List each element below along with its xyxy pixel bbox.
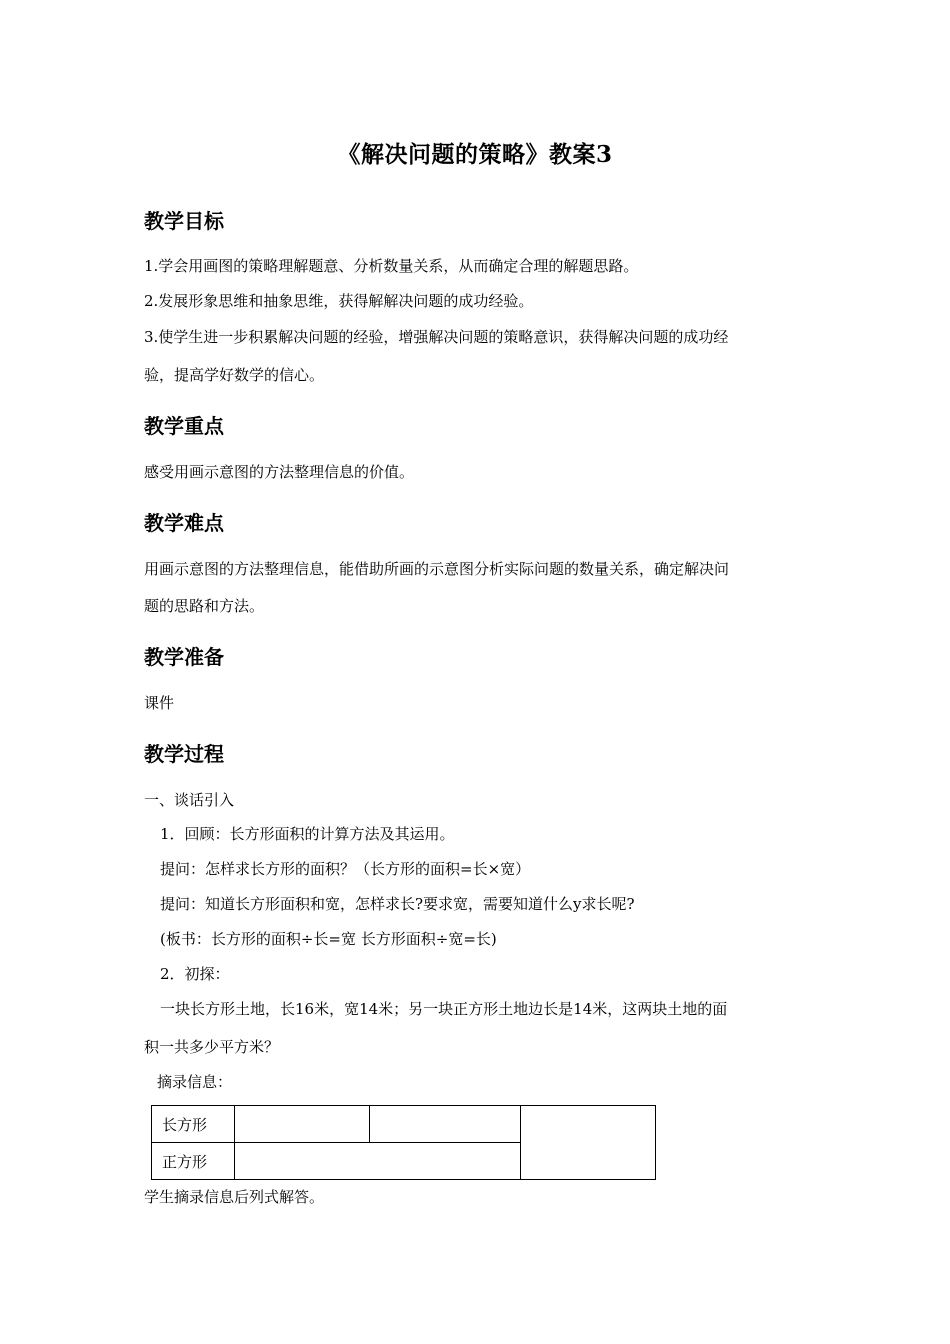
process-line-intro: 一、谈话引入: [144, 791, 235, 809]
process-after-table: 学生摘录信息后列式解答。: [144, 1188, 325, 1206]
process-line-extract: 摘录信息：: [157, 1073, 233, 1091]
difficulties-line-2: 题的思路和方法。: [144, 597, 265, 615]
process-line-review: 1．回顾：长方形面积的计算方法及其运用。: [160, 825, 455, 843]
objective-item-3: 3.使学生进一步积累解决问题的经验，增强解决问题的策略意识，获得解决问题的成功经: [144, 328, 729, 346]
preparation-text: 课件: [144, 694, 175, 712]
info-table: [151, 1105, 656, 1180]
table-cell-label-square: 正方形: [152, 1143, 235, 1180]
document-title: 《解决问题的策略》教案3: [337, 141, 613, 168]
process-line-problem-cont: 积一共多少平方米？: [144, 1038, 280, 1056]
table-cell-empty-wide: [235, 1143, 521, 1180]
objective-item-3-cont: 验，提高学好数学的信心。: [144, 366, 325, 384]
objective-item-1: 1.学会用画图的策略理解题意、分析数量关系，从而确定合理的解题思路。: [144, 257, 639, 275]
process-line-board: (板书：长方形的面积÷长=宽 长方形面积÷宽=长): [160, 930, 497, 948]
difficulties-heading: 教学难点: [144, 511, 224, 535]
process-heading: 教学过程: [144, 742, 224, 766]
preparation-heading: 教学准备: [144, 645, 224, 669]
key-points-text: 感受用画示意图的方法整理信息的价值。: [144, 463, 415, 481]
objectives-heading: 教学目标: [144, 209, 224, 233]
table-cell-label-rectangle: 长方形: [152, 1106, 235, 1143]
objective-item-2: 2.发展形象思维和抽象思维，获得解解决问题的成功经验。: [144, 292, 534, 310]
process-line-question-1: 提问：怎样求长方形的面积？（长方形的面积=长×宽）: [160, 860, 531, 878]
table-cell-empty-merged: [521, 1106, 656, 1180]
table-row: [152, 1106, 656, 1143]
key-points-heading: 教学重点: [144, 414, 224, 438]
process-line-explore: 2．初探：: [160, 965, 230, 983]
process-line-problem: 一块长方形土地，长16米，宽14米；另一块正方形土地边长是14米，这两块土地的面: [160, 1000, 728, 1018]
table-cell-empty: [370, 1106, 521, 1143]
table-cell-empty: [235, 1106, 370, 1143]
difficulties-line-1: 用画示意图的方法整理信息，能借助所画的示意图分析实际问题的数量关系，确定解决问: [144, 560, 730, 578]
process-line-question-2: 提问：知道长方形面积和宽，怎样求长?要求宽，需要知道什么y求长呢?: [160, 895, 635, 913]
